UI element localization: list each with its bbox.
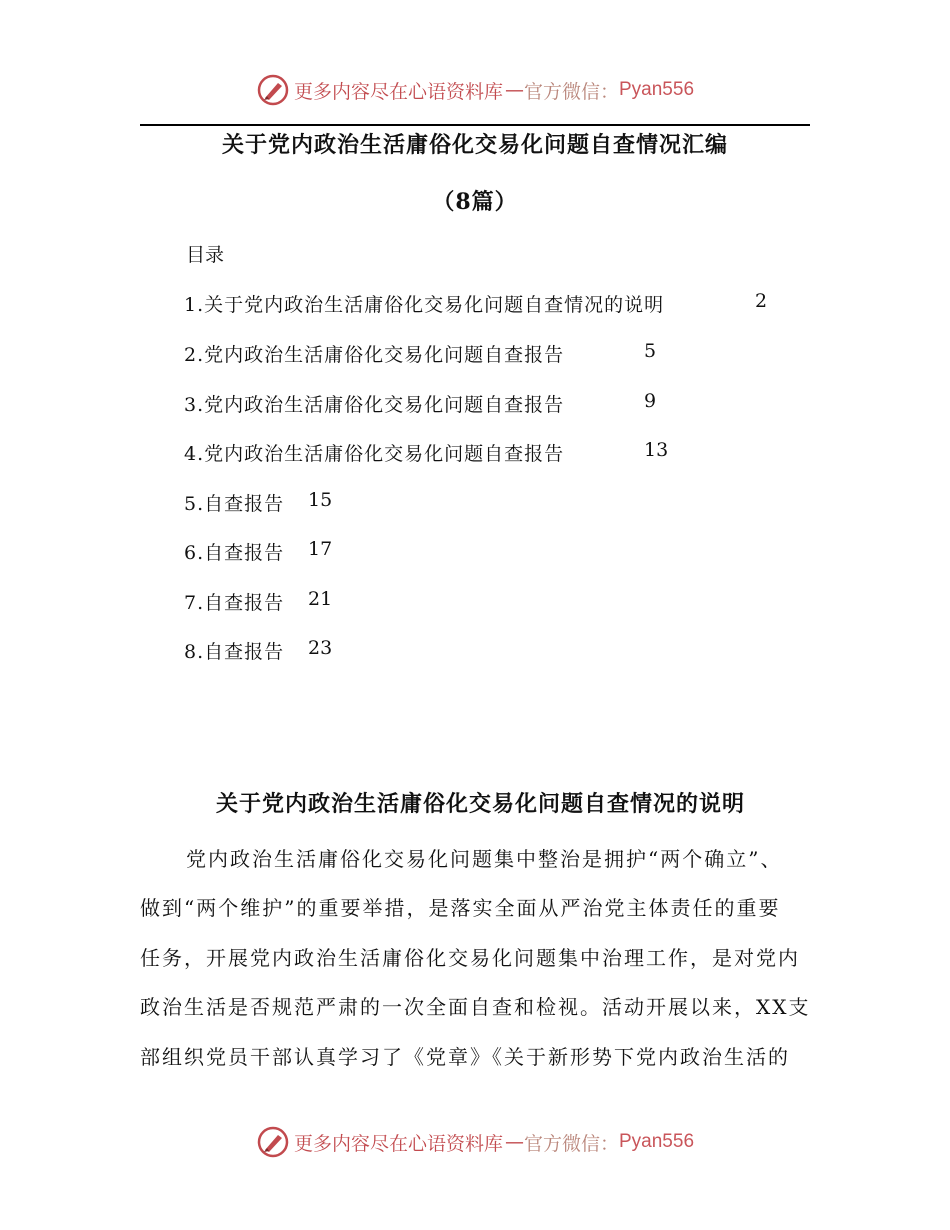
footer-watermark	[0, 1122, 950, 1162]
paragraph-line-3: 任务，开展党内政治生活庸俗化交易化问题集中治理工作，是对党内	[140, 946, 800, 970]
toc-page-1: 2	[755, 290, 768, 312]
toc-page-6: 17	[308, 538, 333, 560]
watermark-wechat-label: 官方微信：	[523, 1132, 619, 1155]
toc-page-3: 9	[644, 390, 657, 412]
watermark-wechat-id: Pyan556	[619, 79, 695, 100]
paragraph-line-4: 政治生活是否规范严肃的一次全面自查和检视。活动开展以来，XX支	[140, 995, 811, 1019]
toc-page-7: 21	[308, 588, 333, 610]
paragraph-line-2: 做到“两个维护”的重要举措，是落实全面从严治党主体责任的重要	[140, 896, 781, 920]
toc-item-4: 4.党内政治生活庸俗化交易化问题自查报告	[184, 443, 565, 465]
toc-heading: 目录	[186, 244, 225, 266]
watermark-wechat-id: Pyan556	[619, 1131, 695, 1152]
toc-page-5: 15	[308, 489, 333, 511]
document-title: 关于党内政治生活庸俗化交易化问题自查情况汇编	[221, 132, 728, 158]
toc-page-4: 13	[644, 439, 669, 461]
toc-page-2: 5	[644, 340, 657, 362]
toc-item-8: 8.自查报告	[184, 641, 285, 663]
document-subtitle: （8篇）	[432, 189, 518, 215]
toc-item-1: 1.关于党内政治生活庸俗化交易化问题自查情况的说明	[184, 294, 665, 316]
toc-item-3: 3.党内政治生活庸俗化交易化问题自查报告	[184, 394, 565, 416]
watermark-dash: —	[504, 79, 522, 101]
watermark-text: 更多内容尽在心语资料库	[293, 80, 503, 103]
pen-logo-icon	[256, 1125, 290, 1159]
toc-page-8: 23	[308, 637, 333, 659]
toc-item-6: 6.自查报告	[184, 542, 285, 564]
paragraph-line-1: 党内政治生活庸俗化交易化问题集中整治是拥护“两个确立”、	[186, 847, 783, 871]
toc-item-7: 7.自查报告	[184, 592, 285, 614]
paragraph-line-5: 部组织党员干部认真学习了《党章》《关于新形势下党内政治生活的	[140, 1045, 790, 1069]
toc-item-5: 5.自查报告	[184, 493, 285, 515]
header-watermark	[0, 70, 950, 110]
pen-logo-icon	[256, 73, 290, 107]
watermark-text: 更多内容尽在心语资料库	[293, 1132, 503, 1155]
watermark-wechat-label: 官方微信：	[523, 80, 619, 103]
section-title: 关于党内政治生活庸俗化交易化问题自查情况的说明	[216, 791, 746, 817]
header-rule	[140, 124, 810, 126]
watermark-dash: —	[504, 1131, 522, 1153]
toc-item-2: 2.党内政治生活庸俗化交易化问题自查报告	[184, 344, 565, 366]
